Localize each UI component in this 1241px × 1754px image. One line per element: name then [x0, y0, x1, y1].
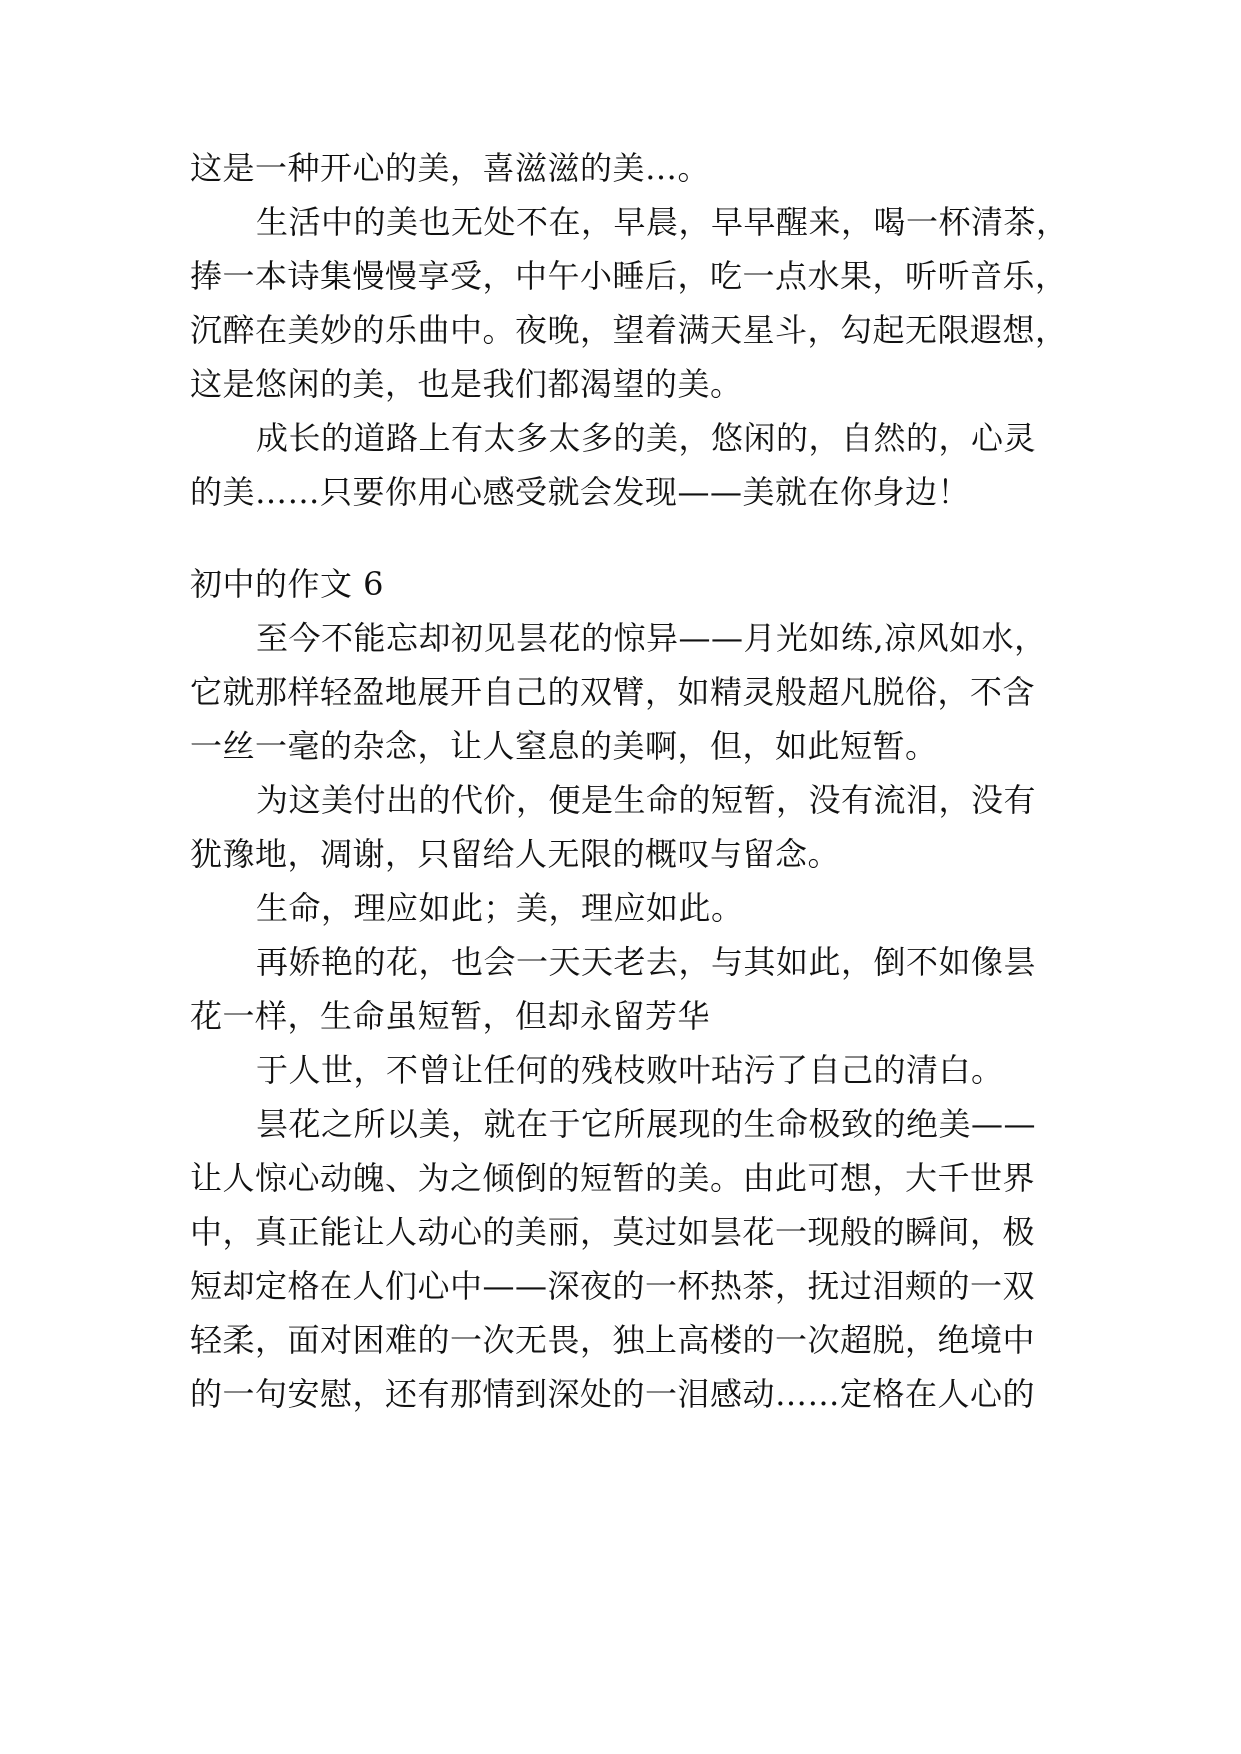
- paragraph-line: 生命，理应如此；美，理应如此。: [256, 889, 744, 927]
- paragraph-line: 轻柔，面对困难的一次无畏，独上高楼的一次超脱，绝境中: [190, 1321, 1036, 1359]
- paragraph-line: 让人惊心动魄、为之倾倒的短暂的美。由此可想，大千世界: [190, 1159, 1036, 1197]
- paragraph-line: 它就那样轻盈地展开自己的双臂，如精灵般超凡脱俗，不含: [190, 673, 1036, 711]
- paragraph-line: 一丝一毫的杂念，让人窒息的美啊，但，如此短暂。: [190, 727, 938, 765]
- paragraph-line: 短却定格在人们心中——深夜的一杯热茶，抚过泪颊的一双: [190, 1267, 1036, 1305]
- paragraph-line: 这是悠闲的美，也是我们都渴望的美。: [190, 365, 743, 403]
- paragraph-line: 生活中的美也无处不在，早晨，早早醒来，喝一杯清茶，: [256, 203, 1069, 241]
- paragraph-line: 昙花之所以美，就在于它所展现的生命极致的绝美——: [256, 1105, 1037, 1143]
- paragraph-line: 花一样，生命虽短暂，但却永留芳华: [190, 997, 711, 1035]
- paragraph-line: 的一句安慰，还有那情到深处的一泪感动……定格在人心的: [190, 1375, 1036, 1413]
- paragraph-line: 的美……只要你用心感受就会发现——美就在你身边！: [190, 473, 971, 511]
- paragraph-line: 犹豫地，凋谢，只留给人无限的概叹与留念。: [190, 835, 841, 873]
- paragraph-line: 于人世，不曾让任何的残枝败叶玷污了自己的清白。: [256, 1051, 1004, 1089]
- paragraph-line: 为这美付出的代价，便是生命的短暂，没有流泪，没有: [256, 781, 1037, 819]
- paragraph-line: 沉醉在美妙的乐曲中。夜晚，望着满天星斗，勾起无限遐想，: [190, 311, 1068, 349]
- paragraph-line: 这是一种开心的美，喜滋滋的美…。: [190, 149, 711, 187]
- paragraph-line: 至今不能忘却初见昙花的惊异——月光如练,凉风如水，: [256, 619, 1047, 657]
- paragraph-line: 再娇艳的花，也会一天天老去，与其如此，倒不如像昙: [256, 943, 1037, 981]
- paragraph-line: 捧一本诗集慢慢享受，中午小睡后，吃一点水果，听听音乐，: [190, 257, 1068, 295]
- paragraph-line: 中，真正能让人动心的美丽，莫过如昙花一现般的瞬间，极: [190, 1213, 1036, 1251]
- section-title: 初中的作文 6: [190, 565, 385, 603]
- paragraph-line: 成长的道路上有太多太多的美，悠闲的，自然的，心灵: [256, 419, 1037, 457]
